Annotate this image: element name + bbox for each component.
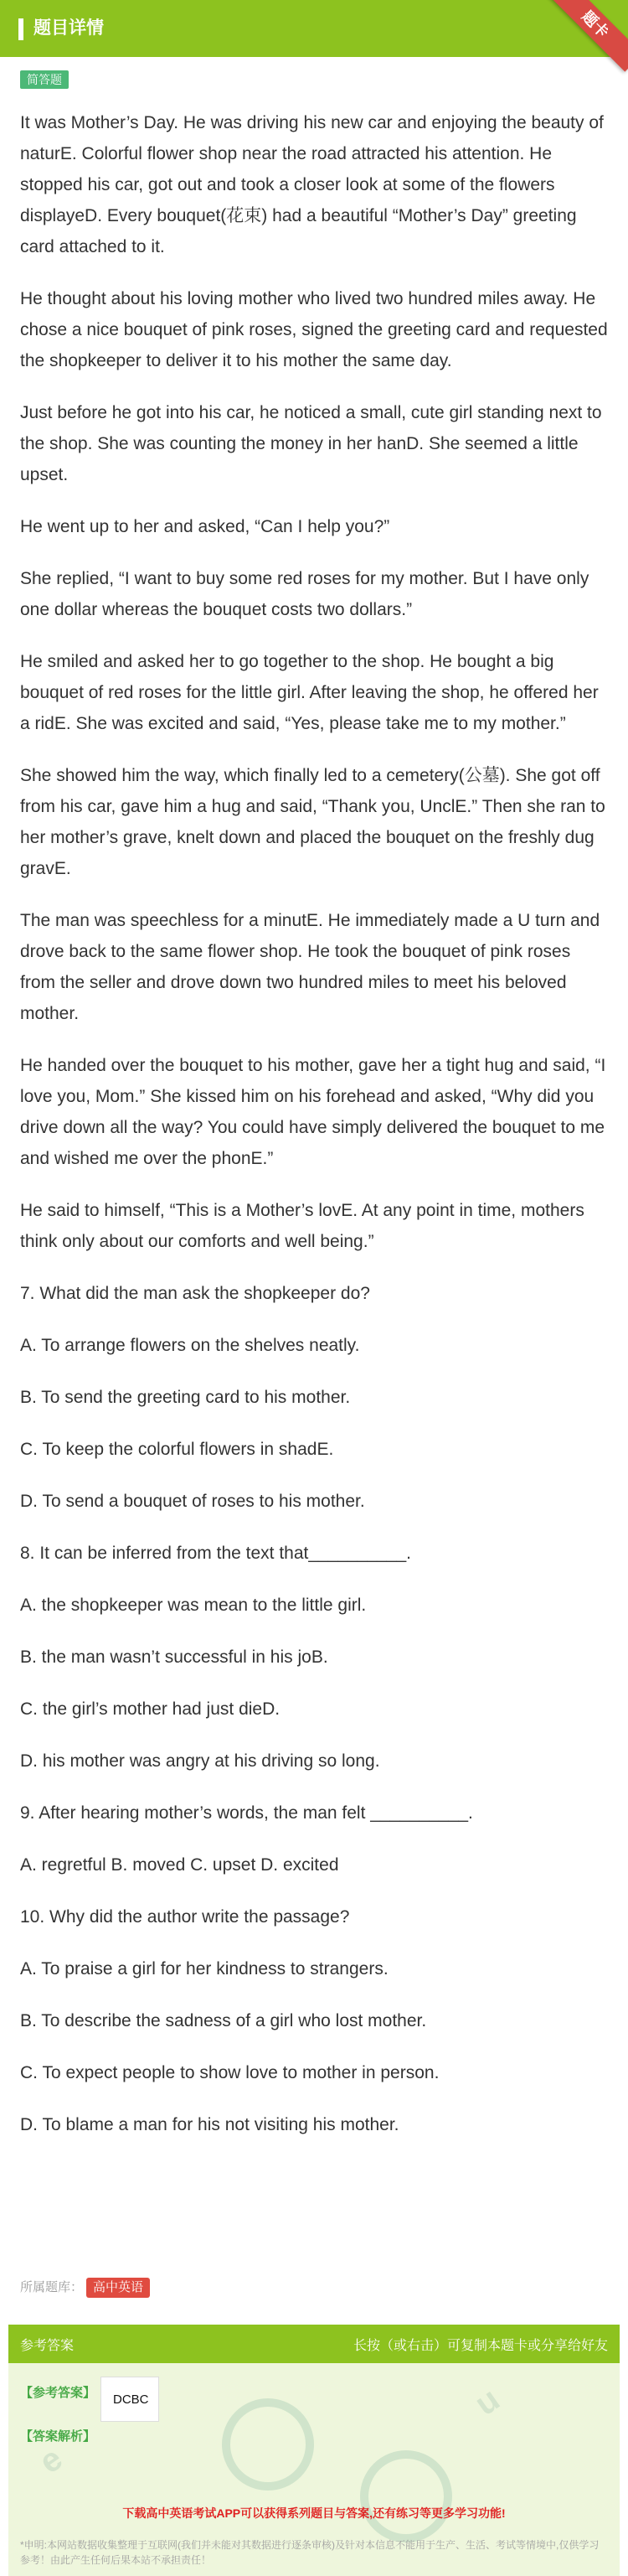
answer-option: D. To blame a man for his not visiting his mother. xyxy=(20,2115,399,2134)
answer-card-header xyxy=(8,2325,620,2363)
answer-option: A. To praise a girl for her kindness to strangers. xyxy=(20,1959,389,1979)
answer-option: D. his mother was angry at his driving so long. xyxy=(20,1751,380,1771)
card-corner-ribbon[interactable]: 题卡 xyxy=(548,0,628,72)
answer-value: DCBC xyxy=(113,2392,149,2407)
answer-option: A. To arrange flowers on the shelves neatly. xyxy=(20,1336,360,1355)
header-bar xyxy=(0,0,628,57)
passage-paragraph: She showed him the way, which finally led to a cemetery(公墓). She got off from his car, gave him a hug and said, “Thank you, UnclE.” Then she ran to her mother’s grave, knelt down and placed the bouquet on the freshly dug gravE. xyxy=(20,766,605,878)
passage-paragraph: He smiled and asked her to go together to the shop. He bought a big bouquet of red roses for the little girl. After leaving the shop, he offered her a ridE. She was excited and said, “Yes, please take me to my mother.” xyxy=(20,652,599,733)
passage-paragraph: She replied, “I want to buy some red roses for my mother. But I have only one dollar whereas the bouquet costs two dollars.” xyxy=(20,569,589,619)
question-stem: 9. After hearing mother’s words, the man felt __________. xyxy=(20,1803,473,1823)
answer-card-title: 参考答案 xyxy=(20,2339,75,2353)
answer-option: B. To send the greeting card to his mother. xyxy=(20,1388,351,1407)
analysis-label: 【答案解析】 xyxy=(20,2429,96,2444)
answer-option: B. To describe the sadness of a girl who lost mother. xyxy=(20,2011,427,2030)
answer-image[interactable] xyxy=(100,2377,159,2422)
answer-option: C. To keep the colorful flowers in shadE. xyxy=(20,1440,334,1459)
watermark-logo-icon xyxy=(222,2398,314,2491)
category-row xyxy=(20,2276,150,2299)
category-label: 所属题库： xyxy=(20,2280,84,2294)
page-title: 题目详情 xyxy=(33,18,104,38)
passage-paragraph: He went up to her and asked, “Can I help you?” xyxy=(20,517,390,536)
passage-paragraph: Just before he got into his car, he noticed a small, cute girl standing next to the shop. She was counting the money in her hanD. She seemed a little upset. xyxy=(20,403,602,484)
answer-option: C. To expect people to show love to mother in person. xyxy=(20,2063,440,2082)
answer-card xyxy=(8,2325,620,2576)
passage-paragraph: It was Mother’s Day. He was driving his new car and enjoying the beauty of naturE. Colorful flower shop near the road attracted his attention. He stopped his car, got out and took a closer look at some of the flowers displayeD. Every bouquet(花束) had a beautiful “Mother’s Day” greeting card attached to it. xyxy=(20,113,604,256)
watermark-logo-icon xyxy=(360,2450,452,2542)
question-stem: 10. Why did the author write the passage? xyxy=(20,1907,350,1927)
question-type-badge: 简答题 xyxy=(20,70,69,89)
watermark-text: e xyxy=(33,2439,69,2481)
disclaimer-text: *申明:本网站数据收集整理于互联网(我们并未能对其数据进行逐条审核)及针对本信息不能用于生产、生活、考试等情境中,仅供学习参考！由此产生任何后果本站不承担责任！ xyxy=(20,2539,600,2566)
answer-option: B. the man wasn’t successful in his joB. xyxy=(20,1648,328,1667)
reference-answer-label: 【参考答案】 xyxy=(20,2386,96,2400)
passage-paragraph: The man was speechless for a minutE. He immediately made a U turn and drove back to the same flower shop. He took the bouquet of pink roses from the seller and drove down two hundred miles to meet his beloved mother. xyxy=(20,911,600,1023)
question-content xyxy=(20,107,608,2161)
question-stem: 8. It can be inferred from the text that__________. xyxy=(20,1544,411,1563)
passage-paragraph: He said to himself, “This is a Mother’s lovE. At any point in time, mothers think only about our comforts and well being.” xyxy=(20,1201,584,1251)
answer-option: D. To send a bouquet of roses to his mother. xyxy=(20,1492,365,1511)
passage-paragraph: He handed over the bouquet to his mother, gave her a tight hug and said, “I love you, Mom.” She kissed him on his forehead and asked, “Why did you drive down all the way? You could have simply delivered the bouquet to me and wished me over the phonE.” xyxy=(20,1056,606,1168)
watermark-text: u xyxy=(468,2381,507,2423)
passage-paragraph: He thought about his loving mother who lived two hundred miles away. He chose a nice bouquet of pink roses, signed the greeting card and requested the shopkeeper to deliver it to his mother the same day. xyxy=(20,289,608,370)
app-promo-link[interactable]: 下载高中英语考试APP可以获得系列题目与答案,还有练习等更多学习功能! xyxy=(122,2506,506,2520)
answer-option: C. the girl’s mother had just dieD. xyxy=(20,1699,281,1719)
share-hint: 长按（或右击）可复制本题卡或分享给好友 xyxy=(353,2339,608,2353)
category-badge[interactable]: 高中英语 xyxy=(86,2278,150,2298)
question-stem: 7. What did the man ask the shopkeeper do? xyxy=(20,1284,370,1303)
answer-option: A. regretful B. moved C. upset D. excited xyxy=(20,1855,339,1875)
header-accent-bar xyxy=(18,18,23,40)
answer-option: A. the shopkeeper was mean to the little girl. xyxy=(20,1596,367,1615)
